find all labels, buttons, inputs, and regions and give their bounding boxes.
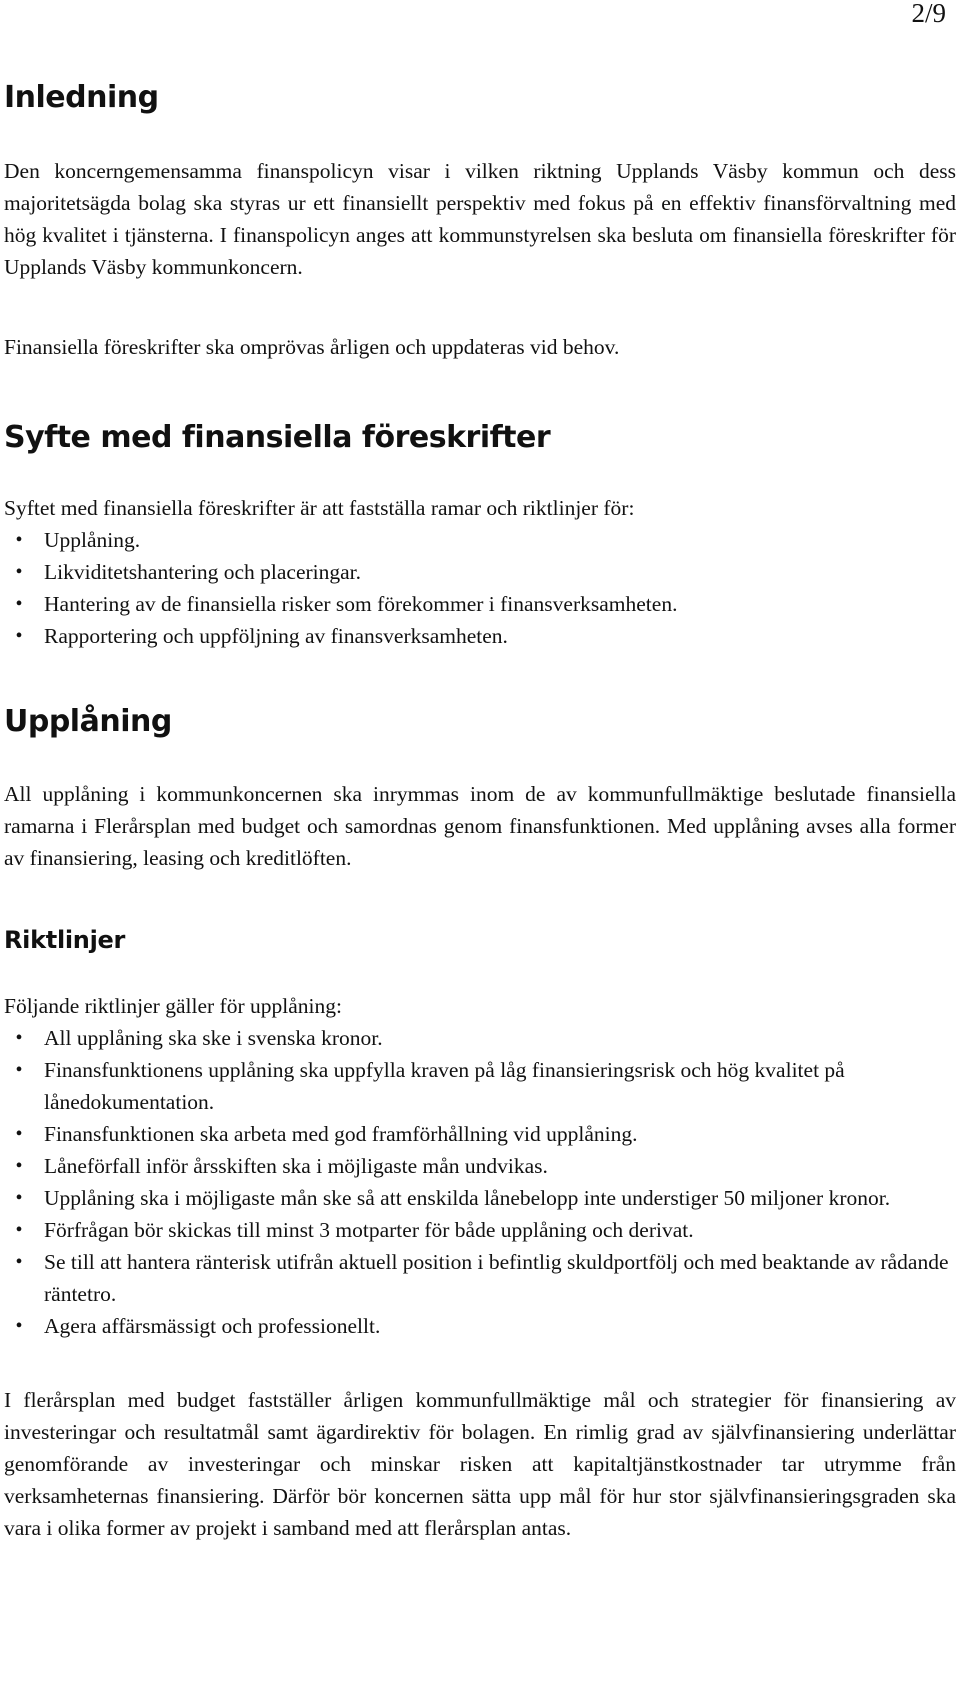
guidelines-intro: Följande riktlinjer gäller för upplåning:	[4, 994, 342, 1018]
list-item-text: Finansfunktionen ska arbeta med god framförhållning vid upplåning.	[44, 1122, 638, 1146]
bullet-icon: •	[15, 529, 23, 551]
bullet-icon: •	[15, 1155, 23, 1177]
bullet-icon: •	[15, 1251, 23, 1273]
bullet-icon: •	[15, 1315, 23, 1337]
list-item-text: All upplåning ska ske i svenska kronor.	[44, 1026, 383, 1050]
list-item	[0, 1246, 956, 1310]
list-item-text: Rapportering och uppföljning av finansverksamheten.	[44, 624, 508, 648]
heading-upplaning: Upplåning	[4, 704, 172, 739]
heading-syfte: Syfte med finansiella föreskrifter	[4, 420, 551, 455]
bullet-icon: •	[15, 561, 23, 583]
bullet-icon: •	[15, 1027, 23, 1049]
bullet-icon: •	[15, 1123, 23, 1145]
intro-paragraph-2: Finansiella föreskrifter ska omprövas årligen och uppdateras vid behov.	[4, 335, 620, 359]
list-item	[0, 1118, 956, 1150]
list-item-text: Se till att hantera ränterisk utifrån aktuell position i befintlig skuldportfölj och med beaktande av rådande räntetro.	[44, 1250, 949, 1306]
bullet-icon: •	[15, 593, 23, 615]
list-item-text: Låneförfall inför årsskiften ska i möjligaste mån undvikas.	[44, 1154, 548, 1178]
list-item-text: Agera affärsmässigt och professionellt.	[44, 1314, 381, 1338]
list-item	[0, 524, 956, 556]
list-item	[0, 556, 956, 588]
intro-paragraph-1: Den koncerngemensamma finanspolicyn visar i vilken riktning Upplands Väsby kommun och dess majoritetsägda bolag ska styras ur ett finansiellt perspektiv med fokus på en effektiv finansförvaltning med hög kvalitet i tjänsterna. I finanspolicyn anges att kommunstyrelsen ska besluta om finansiella föreskrifter för Upplands Väsby kommunkoncern.	[4, 159, 956, 279]
list-item-text: Finansfunktionens upplåning ska uppfylla kraven på låg finansieringsrisk och hög kvalitet på lånedokumentation.	[44, 1058, 845, 1114]
guidelines-list	[0, 1022, 956, 1342]
heading-riktlinjer: Riktlinjer	[4, 926, 126, 954]
list-item-text: Förfrågan bör skickas till minst 3 motparter för både upplåning och derivat.	[44, 1218, 694, 1242]
page-number: 2/9	[911, 0, 946, 28]
list-item	[0, 1310, 956, 1342]
purpose-list	[0, 524, 956, 652]
list-item	[0, 620, 956, 652]
list-item	[0, 588, 956, 620]
list-item	[0, 1214, 956, 1246]
bullet-icon: •	[15, 1059, 23, 1081]
list-item	[0, 1054, 956, 1118]
list-item	[0, 1182, 956, 1214]
bullet-icon: •	[15, 1219, 23, 1241]
bullet-icon: •	[15, 625, 23, 647]
bullet-icon: •	[15, 1187, 23, 1209]
list-item	[0, 1022, 956, 1054]
heading-inledning: Inledning	[4, 80, 159, 115]
list-item-text: Upplåning.	[44, 528, 141, 552]
list-item-text: Likviditetshantering och placeringar.	[44, 560, 362, 584]
list-item-text: Upplåning ska i möjligaste mån ske så att enskilda lånebelopp inte understiger 50 miljoner kronor.	[44, 1186, 891, 1210]
borrowing-paragraph: All upplåning i kommunkoncernen ska inrymmas inom de av kommunfullmäktige beslutade finansiella ramarna i Flerårsplan med budget och samordnas genom finansfunktionen. Med upplåning avses alla former av finansiering, leasing och kreditlöften.	[4, 782, 956, 870]
list-item-text: Hantering av de finansiella risker som förekommer i finansverksamheten.	[44, 592, 678, 616]
list-item	[0, 1150, 956, 1182]
purpose-intro: Syftet med finansiella föreskrifter är att fastställa ramar och riktlinjer för:	[4, 496, 635, 520]
guidelines-closing-paragraph: I flerårsplan med budget fastställer årligen kommunfullmäktige mål och strategier för finansiering av investeringar och resultatmål samt ägardirektiv för bolagen. En rimlig grad av självfinansiering underlättar genomförande av investeringar och minskar risken att kapitaltjänstkostnader tar utrymme från verksamheternas finansiering. Därför bör koncernen sätta upp mål för hur stor självfinansieringsgraden ska vara i olika former av projekt i samband med att flerårsplan antas.	[4, 1388, 956, 1540]
